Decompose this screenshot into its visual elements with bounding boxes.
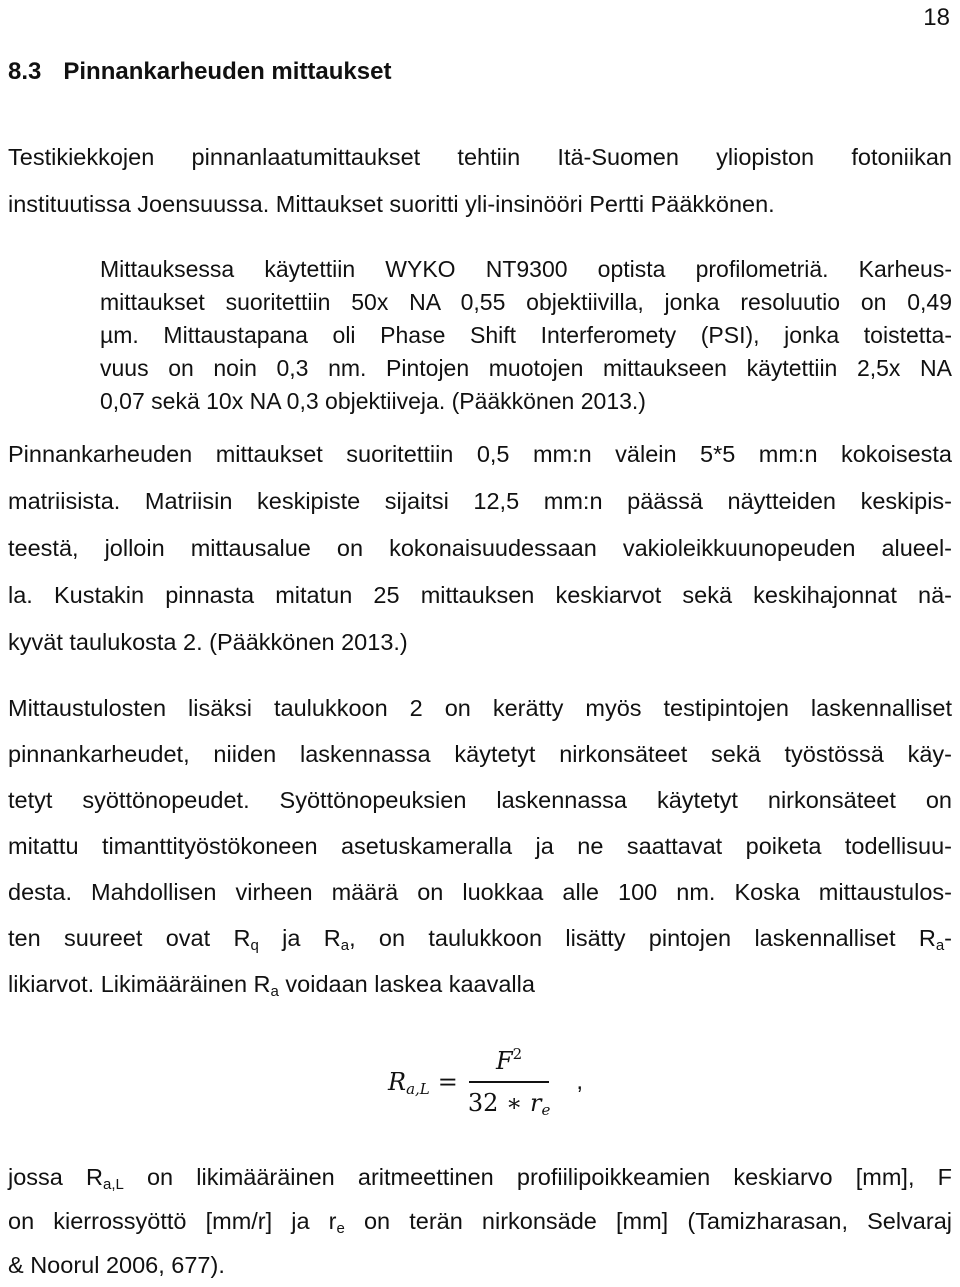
text-run: on likimääräinen aritmeettinen profiilipoikkeamien keskiarvo [mm], F xyxy=(123,1164,952,1190)
text-run: - xyxy=(944,925,952,951)
text-run: on kierrossyöttö [mm/r] ja r xyxy=(8,1208,337,1234)
text-line xyxy=(8,915,952,961)
subscript: e xyxy=(336,1220,345,1237)
text-line: desta. Mahdollisen virheen määrä on luokkaa alle 100 nm. Koska mittaustulos- xyxy=(8,879,952,905)
text-line: & Noorul 2006, 677). xyxy=(8,1252,225,1278)
text-line: matriisista. Matriisin keskipiste sijaitsi 12,5 mm:n päässä näytteiden keskipis- xyxy=(8,488,952,514)
text-line: Pinnankarheuden mittaukset suoritettiin 0,5 mm:n välein 5*5 mm:n kokoisesta xyxy=(8,441,952,467)
text-line: vuus on noin 0,3 nm. Pintojen muotojen mittaukseen käytettiin 2,5x NA xyxy=(100,355,952,381)
text-line: µm. Mittaustapana oli Phase Shift Interferomety (PSI), jonka toistetta- xyxy=(100,322,952,348)
text-line: tetyt syöttönopeudet. Syöttönopeuksien laskennassa käytetyt nirkonsäteet on xyxy=(8,787,952,813)
text-line xyxy=(8,1155,952,1199)
paragraph-profilometer xyxy=(100,253,952,418)
text-line: 0,07 sekä 10x NA 0,3 objektiiveja. (Pääkkönen 2013.) xyxy=(100,388,646,414)
text-line: pinnankarheudet, niiden laskennassa käytetyt nirkonsäteet sekä työstössä käy- xyxy=(8,741,952,767)
text-run: ja R xyxy=(258,925,341,951)
subscript: a,L xyxy=(102,1176,124,1193)
text-line: Mittaustulosten lisäksi taulukkoon 2 on kerätty myös testipintojen laskennalliset xyxy=(8,695,952,721)
text-run: likiarvot. Likimääräinen R xyxy=(8,971,271,997)
section-number: 8.3 xyxy=(8,58,42,85)
formula-lhs xyxy=(388,1068,430,1096)
text-line: mitattu timanttityöstökoneen asetuskameralla ja ne saattavat poiketa todellisuu- xyxy=(8,833,952,859)
text-run: ten suureet ovat R xyxy=(8,925,251,951)
text-line: kyvät taulukosta 2. (Pääkkönen 2013.) xyxy=(8,629,408,655)
paragraph-calculated-roughness xyxy=(8,685,952,1007)
text-run: voidaan laskea kaavalla xyxy=(278,971,535,997)
formula-variable: R xyxy=(388,1068,407,1096)
section-title: Pinnankarheuden mittaukset xyxy=(63,58,392,85)
text-line: Testikiekkojen pinnanlaatumittaukset tehtiin Itä-Suomen yliopiston fotoniikan xyxy=(8,144,952,170)
formula-equals: = xyxy=(437,1068,458,1096)
text-line: instituutissa Joensuussa. Mittaukset suoritti yli-insinööri Pertti Pääkkönen. xyxy=(8,191,775,217)
formula-denominator xyxy=(468,1083,550,1117)
formula-exponent: 2 xyxy=(512,1045,523,1063)
formula-numerator xyxy=(469,1047,549,1083)
paragraph-measurement-matrix xyxy=(8,431,952,666)
subscript: a xyxy=(270,983,279,1000)
subscript: a xyxy=(935,937,945,954)
text-run: jossa R xyxy=(8,1164,103,1190)
roughness-formula xyxy=(388,1042,583,1122)
text-run: , on taulukkoon lisätty pintojen laskennalliset R xyxy=(349,925,936,951)
formula-subscript: a,L xyxy=(406,1080,430,1098)
subscript: a xyxy=(340,937,350,954)
formula-variable: r xyxy=(529,1089,542,1117)
text-line: Mittauksessa käytettiin WYKO NT9300 optista profilometriä. Karheus- xyxy=(100,256,952,282)
page-number: 18 xyxy=(923,4,950,31)
paragraph-formula-legend xyxy=(8,1155,952,1287)
text-line: la. Kustakin pinnasta mitatun 25 mittauksen keskiarvot sekä keskihajonnat nä- xyxy=(8,582,952,608)
text-run: on terän nirkonsäde [mm] (Tamizharasan, Selvaraj xyxy=(344,1208,952,1234)
paragraph-measurement-site xyxy=(8,134,952,228)
formula-subscript: e xyxy=(541,1101,551,1119)
subscript: q xyxy=(250,937,259,954)
formula-comma: , xyxy=(576,1068,584,1095)
text-line: mittaukset suoritettiin 50x NA 0,55 objektiivilla, jonka resoluutio on 0,49 xyxy=(100,289,952,315)
formula-fraction xyxy=(468,1047,550,1117)
formula-constant: 32 ∗ xyxy=(467,1089,530,1117)
text-line xyxy=(8,1199,952,1243)
text-line xyxy=(8,961,952,1007)
text-line: teestä, jolloin mittausalue on kokonaisuudessaan vakioleikkuunopeuden alueel- xyxy=(8,535,952,561)
section-heading xyxy=(8,58,391,86)
formula-variable: F xyxy=(495,1047,513,1075)
